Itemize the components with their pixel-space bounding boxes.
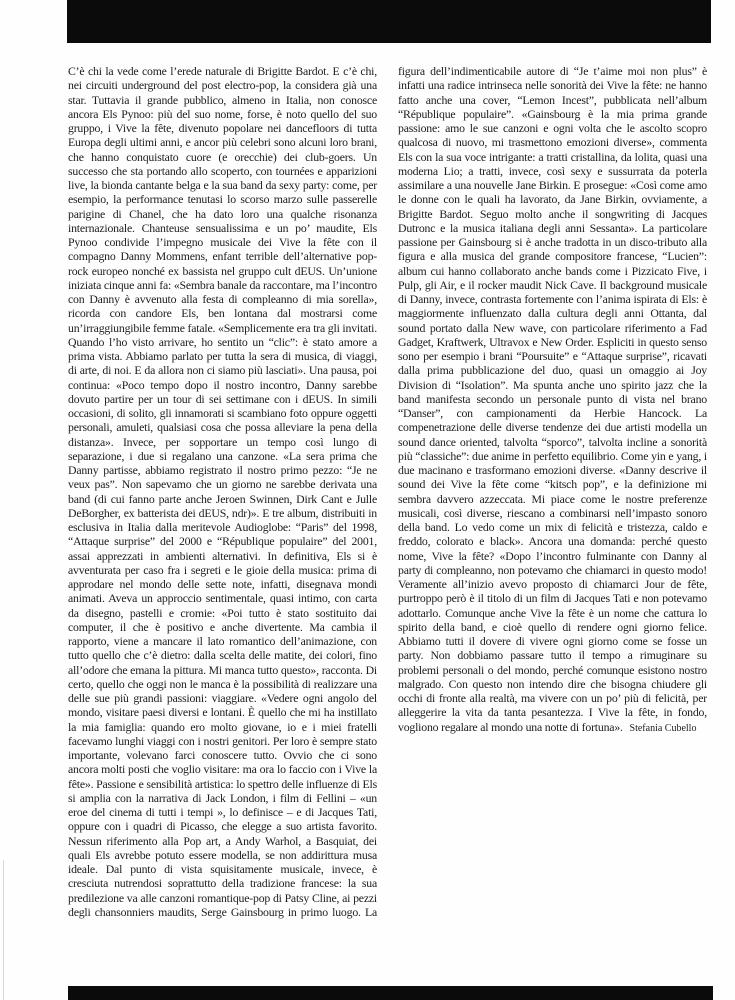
scan-edge-line: [3, 860, 4, 1000]
top-photo-edge-bar: [67, 0, 711, 43]
article-text-columns: [68, 64, 707, 922]
author-byline: Stefania Cubello: [629, 722, 697, 734]
bottom-photo-edge-bar: [68, 986, 713, 1000]
article-body-text: C’è chi la vede come l’erede naturale di Brigitte Bardot. E c’è chi, nei circuiti underground del post electro-pop, la considera già una star. Tuttavia il grande pubblico, almeno in Italia, non conosce ancora Els Pynoo: più del suo nome, forse, è noto quello del suo gruppo, i Vive la fête, divenuto popolare nei dancefloors di tutta Europa degli ultimi anni, e ancor più celebri sono alcuni loro brani, che hanno conquistato cuore (e orecchie) dei club-goers. Un successo che sta portando allo scoperto, con tournées e apparizioni live, la bionda cantante belga e la sua band da sexy party: come, per esempio, la performance tenutasi lo scorso marzo sulle passerelle parigine di Chanel, che ha dato loro una qualche risonanza internazionale. Chanteuse sensualissima e un po’ maudite, Els Pynoo condivide l’impegno musicale dei Vive la fête con il compagno Danny Mommens, enfant terrible dell’alternative pop-rock europeo nonché ex bassista nel gruppo cult dEUS. Un’unione iniziata cinque anni fa: «Sembra banale da raccontare, ma l’incontro con Danny è avvenuto alla festa di compleanno di mia sorella», ricorda con candore Els, ben lontana dal mostrarsi come un’irraggiungibile femme fatale. «Semplicemente era tra gli invitati. Quando l’ho visto arrivare, ho sentito un “clic”: è stato amore a prima vista. Abbiamo parlato per tutta la sera di musica, di viaggi, di arte, di noi. E da allora non ci siamo più lasciati». Una pausa, poi continua: «Poco tempo dopo il nostro incontro, Danny sarebbe dovuto partire per un tour di sei settimane con i dEUS. In simili occasioni, di solito, gli innamorati si scambiano foto oppure oggetti personali, amuleti, qualsiasi cosa che possa alleviare la pena della distanza». Invece, per sopportare un tempo così lungo di separazione, i due si regalano una canzone. «La sera prima che Danny partisse, abbiamo registrato il nostro primo pezzo: “Je ne veux pas”. Non sapevamo che un giorno ne sarebbe derivata una band (di cui fanno parte anche Jeroen Swinnen, Dirk Cant e Julle DeBorgher, ex batterista dei dEUS, ndr)». E tre album, distribuiti in esclusiva in Italia dalla meritevole Audioglobe: “Paris” del 1998, “Attaque surprise” del 2000 e “République populaire” del 2001, assai apprezzati in ambienti alternativi. In definitiva, Els si è avventurata per caso fra i segreti e le gioie della musica: prima di approdare nel mondo delle sette note, infatti, disegnava mondi animati. Aveva un approccio sentimentale, quasi intimo, con carta da disegno, pastelli e cromie: «Poi tutto è stato sostituito dai computer, il che è positivo e anche divertente. Ma cambia il rapporto, viene a mancare il lato romantico dell’animazione, con tutto quello che c’è dietro: dalla scelta delle matite, dei colori, fino all’odore che emana la pittura. Mi manca tutto questo», racconta. Di certo, quello che oggi non le manca è la possibilità di realizzare una delle sue più grandi passioni: viaggiare. «Vedere ogni angolo del mondo, visitare paesi diversi e lontani. È quello che mi ha instillato la mia famiglia: quando ero molto giovane, io e i miei fratelli facevamo lunghi viaggi con i nostri genitori. Per loro è sempre stato importante, volevano farci conoscere tutto. Ovvio che ci sono ancora molti posti che voglio visitare: ma ora lo faccio con i Vive la fête». Passione e sensibilità artistica: lo spettro delle influenze di Els si amplia con la narrativa di Jack London, i film di Fellini – «un eroe del cinema di tutti i tempi », lo definisce – e di Jacques Tati, oppure con i quadri di Picasso, che elegge a suo artista favorito. Nessun riferimento alla Pop art, a Andy Warhol, a Basquiat, dei quali Els avrebbe potuto essere modella, se non addirittura musa ideale. Dal punto di vista squisitamente musicale, invece, è cresciuta nutrendosi soprattutto della tradizione francese: la sua predilezione va alle canzoni romantique-pop di Patsy Cline, ai pezzi degli chansonniers maudits, Serge Gainsbourg in primo luogo. La figura dell’indimenticabile autore di “Je t’aime moi non plus” è infatti una radice intrinseca nelle sonorità dei Vive la fête: ne hanno fatto anche una cover, “Lemon Incest”, pubblicata nell’album “République populaire”. «Gainsbourg è la mia prima grande passione: amo le sue canzoni e ogni volta che le ascolto scopro qualcosa di nuovo, mi trasmettono emozioni diverse», commenta Els con la sua voce intrigante: a tratti cristallina, da lolita, quasi una moderna Lio; a tratti, invece, così sexy e sussurrata da poterla assimilare a una nouvelle Jane Birkin. E prosegue: «Così come amo le donne con le quali ha lavorato, da Jane Birkin, ovviamente, a Brigitte Bardot. Seguo molto anche il songwriting di Jacques Dutronc e la musica italiana degli anni Sessanta». La particolare passione per Gainsbourg si è anche tradotta in un disco-tributo alla figura e alla musica del grande compositore francese, “Lucien”: album cui hanno collaborato anche bands come i Pizzicato Five, i Pulp, gli Air, e il rocker maudit Nick Cave. Il background musicale di Danny, invece, contrasta fortemente con l’anima ispirata di Els: è maggiormente influenzato dalla cultura degli anni Ottanta, dal sound portato dalla New wave, con particolare riferimento a Fad Gadget, Kraftwerk, Ultravox e New Order. Espliciti in questo senso sono per esempio i brani “Poursuite” e “Attaque surprise”, ricavati dalla prima pubblicazione del duo, quasi un omaggio ai Joy Division di “Isolation”. Ma spunta anche uno spirito jazz che la band manifesta secondo un personale punto di vista nel brano “Danser”, con campionamenti da Herbie Hancock. La compenetrazione delle diverse tendenze dei due artisti modella un sound dance oriented, talvolta “sporco”, talvolta incline a sonorità più “classiche”: due anime in perfetto equilibrio. Come yin e yang, i due macinano e trasformano emozioni diverse. «Danny descrive il sound dei Vive la fête come “kitsch pop”, e la definizione mi sembra davvero azzeccata. Mi piace come le nostre preferenze musicali, così diverse, riescano a combinarsi nell’impasto sonoro della band. Lo vedo come un mix di felicità e tristezza, caldo e freddo, colorato e black». Ancora una domanda: perché questo nome, Vive la fête? «Dopo l’incontro fulminante con Danny al party di compleanno, non potevamo che chiamarci in questo modo! Veramente all’inizio avevo proposto di chiamarci Jour de fête, purtroppo però è il titolo di un film di Jacques Tati e non potevamo adottarlo. Comunque anche Vive la fête è un nome che cattura lo spirito della band, e cioè quello di rendere ogni giorno felice. Abbiamo tutti il dovere di vivere ogni giorno come se fosse un party. Non dobbiamo passare tutto il tempo a rimuginare su problemi personali o del mondo, perché comunque esistono nostro malgrado. Con questo non intendo dire che bisogna chiudere gli occhi di fronte alla realtà, ma vivere con un po’ più di felicità, per alleggerire la vita da tanta pesantezza. I Vive la fête, in fondo, vogliono regalare al mondo una notte di fortuna».: [68, 64, 707, 919]
